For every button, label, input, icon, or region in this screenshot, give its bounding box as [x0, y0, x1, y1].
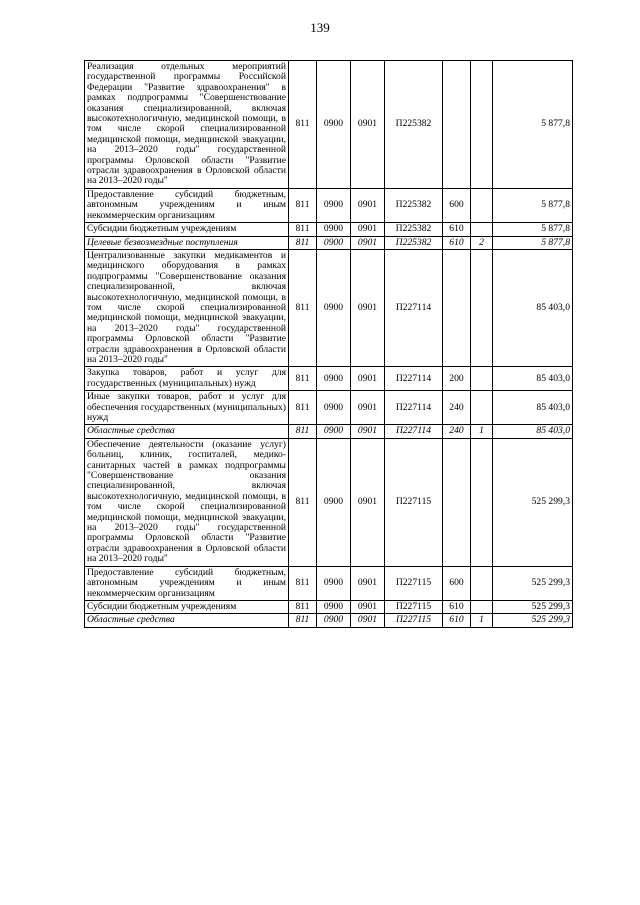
row-amount: 5 877,8: [493, 188, 573, 222]
row-section: 0900: [317, 188, 351, 222]
row-description: Централизованные закупки медикаментов и медицинского оборудования в рамках подпрограммы "Совершенствование оказания специализированной, включая высокотехнологичную, медицинской помощи, в том числе скорой специализированной медицинской помощи, медицинской эвакуации, на 2013–2020 годы" государственной программы Орловской области "Развитие отрасли здравоохранения в Орловской области на 2013–2020 годы": [85, 249, 289, 366]
table-row: [85, 391, 573, 425]
row-subsection: 0901: [351, 438, 385, 566]
row-grbs: 811: [289, 188, 317, 222]
row-section: 0900: [317, 438, 351, 566]
row-expense-type: 200: [443, 367, 471, 391]
row-grbs: 811: [289, 249, 317, 366]
row-expense-type: 610: [443, 600, 471, 613]
row-subsection: 0901: [351, 600, 385, 613]
row-section: 0900: [317, 223, 351, 236]
row-expense-type: 600: [443, 188, 471, 222]
row-expense-type: 240: [443, 391, 471, 425]
row-description: Субсидии бюджетным учреждениям: [85, 600, 289, 613]
row-amount: 5 877,8: [493, 236, 573, 249]
row-expense-type: [443, 438, 471, 566]
row-subsection: 0901: [351, 61, 385, 189]
row-description: Реализация отдельных мероприятий государственной программы Российской Федерации "Развитие здравоохранения" в рамках подпрограммы "Совершенствование оказания специализированной, включая высокотехнологичную, медицинской помощи, в том числе скорой специализированной медицинской помощи, медицинской эвакуации, на 2013–2020 годы" государственной программы Орловской области "Развитие отрасли здравоохранения в Орловской области на 2013–2020 годы": [85, 61, 289, 189]
row-section: 0900: [317, 61, 351, 189]
row-amount: 525 299,3: [493, 614, 573, 627]
row-target-code: П225382: [385, 188, 443, 222]
row-source: [471, 249, 493, 366]
row-section: 0900: [317, 614, 351, 627]
row-target-code: П225382: [385, 61, 443, 189]
table-row: [85, 600, 573, 613]
row-grbs: 811: [289, 223, 317, 236]
row-target-code: П227114: [385, 425, 443, 438]
row-grbs: 811: [289, 391, 317, 425]
row-expense-type: 610: [443, 223, 471, 236]
row-description: Закупка товаров, работ и услуг для государственных (муниципальных) нужд: [85, 367, 289, 391]
row-target-code: П227114: [385, 391, 443, 425]
row-grbs: 811: [289, 236, 317, 249]
row-subsection: 0901: [351, 236, 385, 249]
row-amount: 5 877,8: [493, 223, 573, 236]
row-amount: 85 403,0: [493, 249, 573, 366]
row-description: Областные средства: [85, 614, 289, 627]
row-section: 0900: [317, 391, 351, 425]
row-expense-type: [443, 61, 471, 189]
row-amount: 85 403,0: [493, 391, 573, 425]
row-amount: 525 299,3: [493, 600, 573, 613]
row-description: Иные закупки товаров, работ и услуг для обеспечения государственных (муниципальных) нужд: [85, 391, 289, 425]
row-source: [471, 223, 493, 236]
row-target-code: П227114: [385, 249, 443, 366]
row-subsection: 0901: [351, 367, 385, 391]
row-grbs: 811: [289, 61, 317, 189]
budget-table: [84, 60, 573, 628]
row-grbs: 811: [289, 425, 317, 438]
row-expense-type: [443, 249, 471, 366]
row-section: 0900: [317, 367, 351, 391]
row-target-code: П227115: [385, 600, 443, 613]
row-source: [471, 391, 493, 425]
row-subsection: 0901: [351, 566, 385, 600]
row-subsection: 0901: [351, 614, 385, 627]
row-section: 0900: [317, 236, 351, 249]
row-source: [471, 566, 493, 600]
row-expense-type: 600: [443, 566, 471, 600]
row-amount: 85 403,0: [493, 367, 573, 391]
table-row: [85, 236, 573, 249]
row-source: 2: [471, 236, 493, 249]
row-expense-type: 240: [443, 425, 471, 438]
table-row: [85, 425, 573, 438]
table-row: [85, 249, 573, 366]
row-expense-type: 610: [443, 236, 471, 249]
row-source: [471, 367, 493, 391]
row-section: 0900: [317, 600, 351, 613]
row-target-code: П227115: [385, 614, 443, 627]
row-description: Областные средства: [85, 425, 289, 438]
row-source: [471, 438, 493, 566]
row-expense-type: 610: [443, 614, 471, 627]
row-source: [471, 61, 493, 189]
table-row: [85, 223, 573, 236]
row-grbs: 811: [289, 614, 317, 627]
row-target-code: П227115: [385, 566, 443, 600]
row-amount: 525 299,3: [493, 438, 573, 566]
row-subsection: 0901: [351, 188, 385, 222]
row-section: 0900: [317, 249, 351, 366]
row-grbs: 811: [289, 367, 317, 391]
row-description: Субсидии бюджетным учреждениям: [85, 223, 289, 236]
row-grbs: 811: [289, 566, 317, 600]
row-source: 1: [471, 614, 493, 627]
table-row: [85, 367, 573, 391]
row-source: [471, 600, 493, 613]
row-description: Предоставление субсидий бюджетным, автономным учреждениям и иным некоммерческим организациям: [85, 188, 289, 222]
row-target-code: П227114: [385, 367, 443, 391]
row-subsection: 0901: [351, 223, 385, 236]
row-amount: 5 877,8: [493, 61, 573, 189]
row-source: 1: [471, 425, 493, 438]
budget-table-body: [85, 61, 573, 628]
page-number: 139: [310, 20, 330, 35]
row-subsection: 0901: [351, 249, 385, 366]
table-row: [85, 61, 573, 189]
row-target-code: П225382: [385, 223, 443, 236]
row-grbs: 811: [289, 600, 317, 613]
row-description: Целевые безвозмездные поступления: [85, 236, 289, 249]
row-description: Предоставление субсидий бюджетным, автономным учреждениям и иным некоммерческим организациям: [85, 566, 289, 600]
row-source: [471, 188, 493, 222]
row-description: Обеспечение деятельности (оказание услуг) больниц, клиник, госпиталей, медико-санитарных частей в рамках подпрограммы "Совершенствование оказания специализированной, включая высокотехнологичную, медицинской помощи, в том числе скорой специализированной медицинской помощи, медицинской эвакуации, на 2013–2020 годы" государственной программы Орловской области "Развитие отрасли здравоохранения в Орловской области на 2013–2020 годы": [85, 438, 289, 566]
row-target-code: П225382: [385, 236, 443, 249]
table-row: [85, 566, 573, 600]
table-row: [85, 438, 573, 566]
row-section: 0900: [317, 425, 351, 438]
table-row: [85, 614, 573, 627]
row-section: 0900: [317, 566, 351, 600]
row-subsection: 0901: [351, 391, 385, 425]
table-row: [85, 188, 573, 222]
row-subsection: 0901: [351, 425, 385, 438]
row-amount: 85 403,0: [493, 425, 573, 438]
row-amount: 525 299,3: [493, 566, 573, 600]
row-grbs: 811: [289, 438, 317, 566]
row-target-code: П227115: [385, 438, 443, 566]
